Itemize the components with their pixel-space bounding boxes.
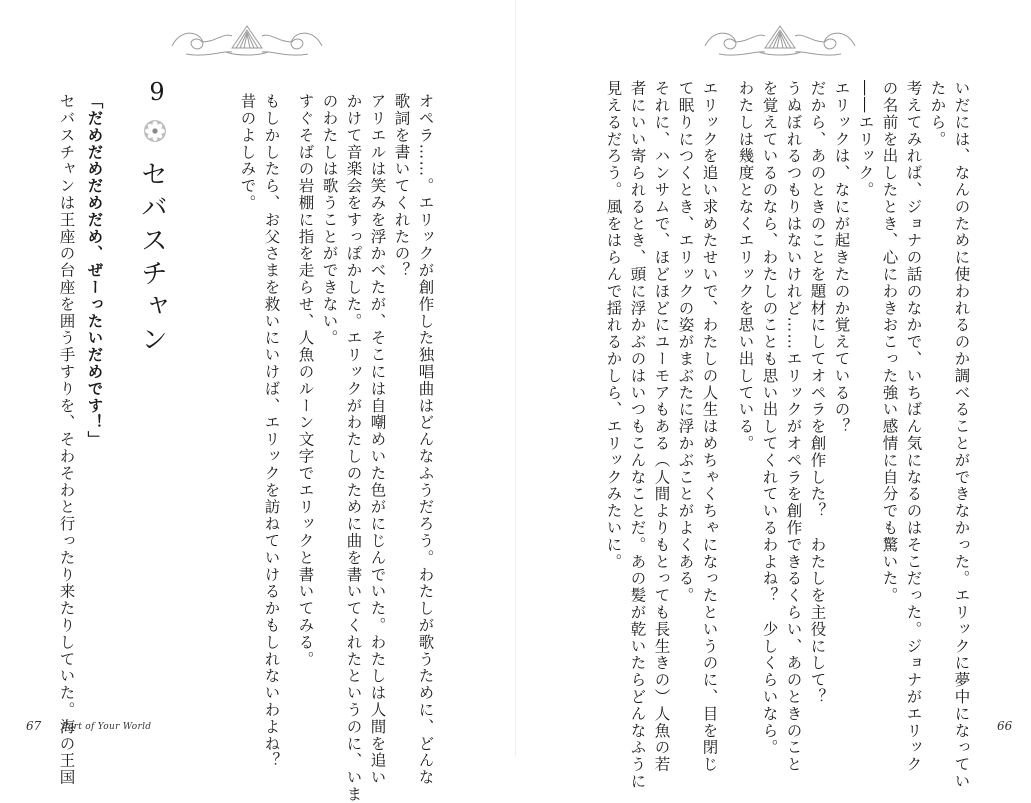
body-line: うぬぼれるつもりはないけれど……エリックがオペラを創作できるくらい、あのときのこと [784, 80, 803, 773]
body-line: アリエルは笑みを浮かべたが、そこには自嘲めいた色がにじんでいた。わたしは人間を追い [368, 93, 387, 786]
body-line: 歌詞を書いてくれたの？ [392, 93, 411, 279]
body-line: て眠りにつくとき、エリックの姿がまぶたに浮かぶことがよくある。 [676, 80, 695, 604]
body-line: ――エリック。 [856, 80, 875, 199]
body-line: たから。 [928, 80, 947, 148]
body-line: を覚えているのなら、わたしのことも思い出してくれているわよね？ 少しくらいなら。 [760, 80, 779, 756]
body-line: 者にいい寄られるとき、頭に浮かぶのはいつもこんなことだ。あの髪が乾いたらどんなふうに [628, 80, 647, 790]
body-line: の名前を出したとき、心にわきおこった強い感情に自分でも驚いた。 [880, 80, 899, 604]
chapter-title: セバスチャン [136, 160, 167, 358]
running-title: Part of Your World [62, 722, 152, 732]
right-page [516, 0, 1031, 790]
body-line: それに、ハンサムで、ほどほどにユーモアもある（人間よりもとっても長生きの）人魚の若 [652, 80, 671, 773]
page-number: 66 [997, 719, 1013, 733]
chapter-number: 9 [149, 78, 165, 106]
body-line: かけて音楽会をすっぽかした。エリックがわたしのために曲を書いてくれたというのに、いま [344, 93, 363, 803]
body-line: エリックは、なにが起きたのか覚えているの？ [832, 80, 851, 435]
body-line: すぐそばの岩棚に指を走らせ、人魚のルーン文字でエリックと書いてみる。 [296, 93, 315, 668]
body-line: 考えてみれば、ジョナの話のなかで、いちばん気になるのはそこだった。ジョナがエリック [904, 80, 923, 773]
body-line: 昔のよしみで。 [238, 93, 257, 212]
body-line: 見えるだろう。風をはらんで揺れるかしら、エリックみたいに。 [604, 80, 623, 571]
shell-flourish-icon [699, 18, 861, 60]
page-number: 67 [26, 719, 42, 733]
shell-flourish-icon [166, 18, 328, 60]
body-line: オペラ……。エリックが創作した独唱曲はどんなふうだろう。わたしが歌うために、どんな [416, 93, 435, 786]
body-line: エリックを追い求めたせいで、わたしの人生はめちゃくちゃになったというのに、目を閉じ [700, 80, 719, 773]
body-line: だから、あのときのことを題材にしてオペラを創作した？ わたしを主役にして？ [808, 80, 827, 706]
dialogue-line: 「だめだめだめだめ、ぜーったいだめです！」 [85, 93, 104, 448]
body-line: わたしは幾度となくエリックを思い出している。 [736, 80, 755, 452]
body-line: セバスチャンは王座の台座を囲う手すりを、そわそわと行ったり来たりしていた。海の王国 [57, 93, 76, 786]
left-page [0, 0, 515, 803]
body-line: もしかしたら、お父さまを救いにいけば、エリックを訪ねていけるかもしれないわよね？ [262, 93, 281, 769]
body-line: のわたしは歌うことができない。 [320, 93, 339, 347]
flower-icon [143, 119, 167, 143]
body-line: いだには、なんのために使われるのか調べることができなかった。エリックに夢中になってい [952, 80, 971, 790]
